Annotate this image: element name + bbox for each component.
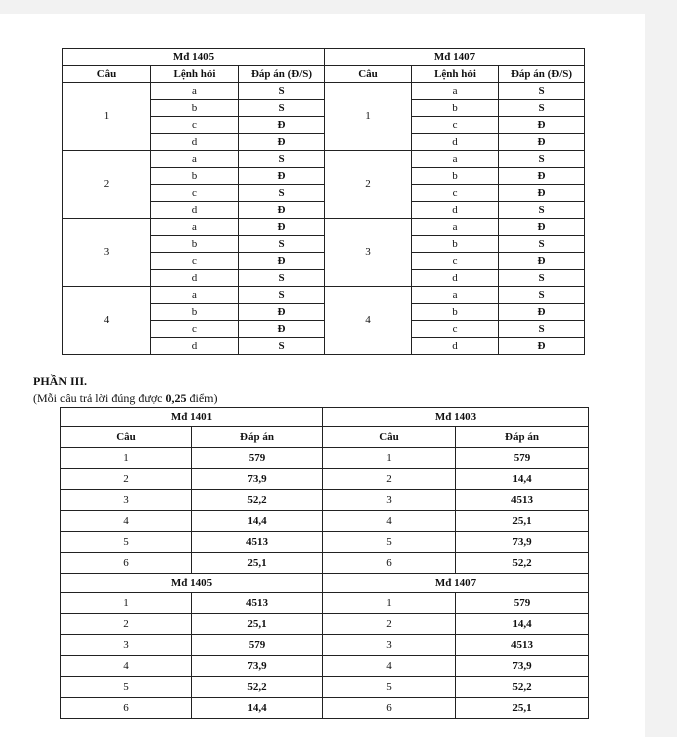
column-header: Đáp án (Đ/S) <box>239 66 325 83</box>
answer-cell: 52,2 <box>192 490 323 511</box>
answer-cell: Đ <box>499 168 585 185</box>
question-number: 1 <box>325 83 412 151</box>
table-row <box>61 532 589 553</box>
column-header: Câu <box>61 427 192 448</box>
answer-cell: S <box>239 185 325 202</box>
question-number: 5 <box>61 677 192 698</box>
answer-cell: S <box>239 83 325 100</box>
table-row <box>63 83 585 100</box>
statement-letter: c <box>151 117 239 134</box>
statement-letter: a <box>412 151 499 168</box>
question-number: 4 <box>63 287 151 355</box>
answer-cell: 4513 <box>456 490 589 511</box>
answer-cell: 25,1 <box>192 614 323 635</box>
answer-cell: S <box>239 270 325 287</box>
short-answer-table <box>60 407 589 719</box>
answer-cell: 14,4 <box>456 614 589 635</box>
answer-cell: Đ <box>499 185 585 202</box>
table-row <box>61 593 589 614</box>
answer-cell: Đ <box>239 134 325 151</box>
answer-cell: Đ <box>499 134 585 151</box>
question-number: 2 <box>323 469 456 490</box>
answer-cell: 73,9 <box>456 532 589 553</box>
answer-cell: 579 <box>192 448 323 469</box>
answer-cell: 14,4 <box>192 511 323 532</box>
statement-letter: a <box>151 151 239 168</box>
note-points: 0,25 <box>165 391 187 405</box>
answer-cell: Đ <box>499 117 585 134</box>
statement-letter: c <box>151 185 239 202</box>
exam-code: Mđ 1405 <box>63 49 325 66</box>
answer-cell: S <box>499 202 585 219</box>
code-header-row <box>61 408 589 427</box>
column-header: Lệnh hỏi <box>151 66 239 83</box>
exam-code: Mđ 1403 <box>323 408 589 427</box>
statement-letter: b <box>412 304 499 321</box>
question-number: 3 <box>323 635 456 656</box>
answer-cell: 52,2 <box>456 553 589 574</box>
question-number: 6 <box>323 553 456 574</box>
question-number: 2 <box>61 469 192 490</box>
statement-letter: a <box>151 219 239 236</box>
question-number: 5 <box>323 532 456 553</box>
answer-cell: 25,1 <box>456 698 589 719</box>
answer-cell: 579 <box>456 593 589 614</box>
statement-letter: c <box>151 253 239 270</box>
answer-cell: 52,2 <box>456 677 589 698</box>
answer-cell: S <box>239 100 325 117</box>
answer-cell: 73,9 <box>192 469 323 490</box>
statement-letter: d <box>412 134 499 151</box>
answer-cell: Đ <box>499 219 585 236</box>
answer-cell: S <box>239 287 325 304</box>
table-row <box>61 490 589 511</box>
answer-cell: Đ <box>239 321 325 338</box>
table-row <box>61 698 589 719</box>
answer-cell: 4513 <box>192 593 323 614</box>
document-page <box>0 14 645 737</box>
column-header: Đáp án (Đ/S) <box>499 66 585 83</box>
column-header-row <box>61 427 589 448</box>
answer-cell: S <box>239 151 325 168</box>
question-number: 4 <box>323 656 456 677</box>
question-number: 2 <box>61 614 192 635</box>
answer-cell: 14,4 <box>456 469 589 490</box>
question-number: 5 <box>61 532 192 553</box>
table-row <box>61 656 589 677</box>
exam-code: Mđ 1405 <box>61 574 323 593</box>
answer-cell: Đ <box>499 253 585 270</box>
statement-letter: a <box>151 83 239 100</box>
column-header: Câu <box>63 66 151 83</box>
question-number: 6 <box>323 698 456 719</box>
answer-cell: Đ <box>239 219 325 236</box>
table-row <box>63 151 585 168</box>
column-header-row <box>63 66 585 83</box>
answer-cell: S <box>239 338 325 355</box>
statement-letter: c <box>151 321 239 338</box>
question-number: 6 <box>61 553 192 574</box>
question-number: 1 <box>61 448 192 469</box>
statement-letter: d <box>412 270 499 287</box>
statement-letter: b <box>151 168 239 185</box>
column-header: Câu <box>323 427 456 448</box>
answer-cell: Đ <box>239 168 325 185</box>
statement-letter: a <box>412 83 499 100</box>
answer-cell: S <box>499 151 585 168</box>
answer-cell: S <box>499 83 585 100</box>
question-number: 4 <box>61 656 192 677</box>
column-header: Câu <box>325 66 412 83</box>
answer-cell: 73,9 <box>192 656 323 677</box>
table-row <box>61 614 589 635</box>
answer-cell: 25,1 <box>456 511 589 532</box>
table-row <box>61 553 589 574</box>
table-row <box>61 635 589 656</box>
table-row <box>63 219 585 236</box>
table-row <box>61 448 589 469</box>
section-title: PHẦN III. <box>33 374 88 388</box>
question-number: 3 <box>323 490 456 511</box>
answer-cell: 73,9 <box>456 656 589 677</box>
question-number: 3 <box>61 635 192 656</box>
answer-cell: Đ <box>499 304 585 321</box>
table-row <box>61 511 589 532</box>
answer-cell: Đ <box>499 338 585 355</box>
answer-cell: Đ <box>239 117 325 134</box>
statement-letter: d <box>412 202 499 219</box>
statement-letter: d <box>151 338 239 355</box>
column-header: Lệnh hỏi <box>412 66 499 83</box>
statement-letter: c <box>412 117 499 134</box>
question-number: 4 <box>325 287 412 355</box>
statement-letter: d <box>151 134 239 151</box>
statement-letter: d <box>151 270 239 287</box>
exam-code: Mđ 1401 <box>61 408 323 427</box>
statement-letter: d <box>151 202 239 219</box>
answer-cell: 52,2 <box>192 677 323 698</box>
question-number: 3 <box>63 219 151 287</box>
exam-code: Mđ 1407 <box>325 49 585 66</box>
statement-letter: a <box>151 287 239 304</box>
code-header-row <box>63 49 585 66</box>
statement-letter: c <box>412 185 499 202</box>
table-row <box>61 677 589 698</box>
statement-letter: b <box>151 236 239 253</box>
answer-cell: S <box>499 236 585 253</box>
statement-letter: c <box>412 321 499 338</box>
question-number: 3 <box>61 490 192 511</box>
section-note: (Mỗi câu trả lời đúng được 0,25 điểm) <box>33 391 218 405</box>
exam-code: Mđ 1407 <box>323 574 589 593</box>
question-number: 2 <box>325 151 412 219</box>
table-row <box>61 469 589 490</box>
answer-cell: 4513 <box>192 532 323 553</box>
answer-cell: S <box>499 270 585 287</box>
statement-letter: b <box>412 236 499 253</box>
answer-cell: 14,4 <box>192 698 323 719</box>
answer-cell: S <box>499 321 585 338</box>
statement-letter: b <box>412 168 499 185</box>
question-number: 2 <box>323 614 456 635</box>
question-number: 2 <box>63 151 151 219</box>
question-number: 3 <box>325 219 412 287</box>
table-row <box>63 287 585 304</box>
question-number: 6 <box>61 698 192 719</box>
answer-cell: 4513 <box>456 635 589 656</box>
code-header-row <box>61 574 589 593</box>
question-number: 1 <box>61 593 192 614</box>
question-number: 1 <box>323 593 456 614</box>
answer-cell: S <box>499 287 585 304</box>
column-header: Đáp án <box>456 427 589 448</box>
question-number: 1 <box>323 448 456 469</box>
answer-cell: Đ <box>239 304 325 321</box>
question-number: 4 <box>61 511 192 532</box>
statement-letter: b <box>151 100 239 117</box>
question-number: 1 <box>63 83 151 151</box>
answer-cell: 579 <box>192 635 323 656</box>
answer-cell: Đ <box>239 253 325 270</box>
answer-cell: 25,1 <box>192 553 323 574</box>
statement-letter: b <box>412 100 499 117</box>
answer-cell: S <box>239 236 325 253</box>
statement-letter: b <box>151 304 239 321</box>
true-false-answer-table <box>62 48 585 355</box>
answer-cell: 579 <box>456 448 589 469</box>
column-header: Đáp án <box>192 427 323 448</box>
statement-letter: a <box>412 287 499 304</box>
answer-cell: S <box>499 100 585 117</box>
statement-letter: d <box>412 338 499 355</box>
question-number: 5 <box>323 677 456 698</box>
statement-letter: c <box>412 253 499 270</box>
answer-cell: Đ <box>239 202 325 219</box>
question-number: 4 <box>323 511 456 532</box>
statement-letter: a <box>412 219 499 236</box>
